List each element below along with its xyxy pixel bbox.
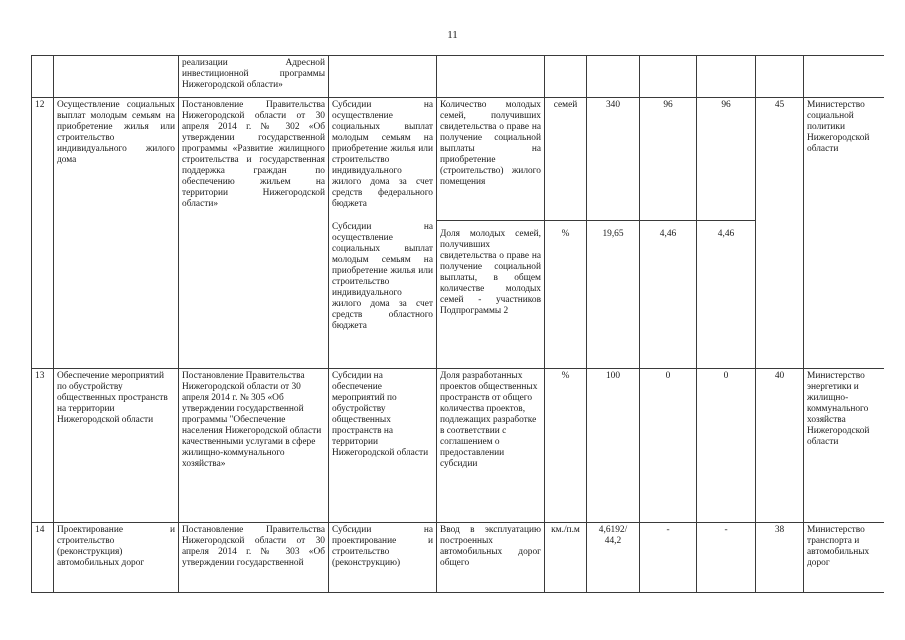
page-number: 11	[447, 29, 458, 41]
event-cell: Обеспечение мероприятий по обустройству общественных пространств на территории Нижегородской области	[54, 369, 179, 523]
value-cell: -	[697, 523, 756, 593]
indicator-cell: Доля молодых семей, получивших свидетельства о праве на получение социальной выплаты, в общем количестве молодых семей - участников Подпрограммы 2	[437, 221, 545, 369]
subsidy-cell	[329, 98, 437, 369]
indicator-cell	[437, 56, 545, 98]
row-number-cell: 14	[32, 523, 54, 593]
unit-cell: %	[545, 369, 587, 523]
value-cell	[640, 56, 697, 98]
legal-basis-cell: Постановление Правительства Нижегородской области от 30 апреля 2014 г. № 302 «Об утверждении государственной программы «Развитие жилищного строительства и государственная поддержка граждан по обеспечению жильем на территории Нижегородской области»	[179, 98, 329, 369]
unit-cell	[545, 56, 587, 98]
subsidy-cell: Субсидии на проектирование и строительство (реконструкцию)	[329, 523, 437, 593]
value-cell: 45	[756, 98, 804, 369]
table-row	[32, 523, 885, 593]
subsidy-regional-text: Субсидии на осуществление социальных выплат молодым семьям на приобретение жилья или строительство индивидуального жилого дома за счет средств областного бюджета	[332, 222, 433, 331]
value-cell: 4,6192/ 44,2	[587, 523, 640, 593]
executor-cell: Министерство транспорта и автомобильных дорог	[804, 523, 885, 593]
value-cell: 100	[587, 369, 640, 523]
subsidy-federal-text: Субсидии на осуществление социальных выплат молодым семьям на приобретение жилья или строительство индивидуального жилого дома за счет средств федерального бюджета	[332, 100, 433, 209]
indicator-cell: Доля разработанных проектов общественных пространств от общего количества проектов, подлежащих разработке в соответствии с соглашением о предоставлении субсидии	[437, 369, 545, 523]
table-row	[32, 98, 885, 221]
unit-cell: %	[545, 221, 587, 369]
value-cell: 19,65	[587, 221, 640, 369]
value-cell: 96	[640, 98, 697, 221]
unit-cell: км./п.м	[545, 523, 587, 593]
table-row	[32, 56, 885, 98]
value-cell: 0	[697, 369, 756, 523]
program-events-table	[31, 55, 884, 593]
value-cell: 40	[756, 369, 804, 523]
indicator-cell: Количество молодых семей, получивших свидетельства о праве на получение социальной выплаты на приобретение (строительство) жилого помещения	[437, 98, 545, 221]
executor-cell: Министерство социальной политики Нижегородской области	[804, 98, 885, 369]
value-cell: 38	[756, 523, 804, 593]
value-cell: 96	[697, 98, 756, 221]
value-cell: -	[640, 523, 697, 593]
event-cell	[54, 56, 179, 98]
subsidy-cell	[329, 56, 437, 98]
value-cell: 340	[587, 98, 640, 221]
legal-basis-cell: реализации Адресной инвестиционной программы Нижегородской области»	[179, 56, 329, 98]
event-cell: Проектирование и строительство (реконструкция) автомобильных дорог	[54, 523, 179, 593]
row-number-cell: 12	[32, 98, 54, 369]
legal-basis-cell: Постановление Правительства Нижегородской области от 30 апреля 2014 г. № 303 «Об утверждении государственной	[179, 523, 329, 593]
row-number-cell: 13	[32, 369, 54, 523]
indicator-cell: Ввод в эксплуатацию построенных автомобильных дорог общего	[437, 523, 545, 593]
executor-cell: Министерство энергетики и жилищно-коммунального хозяйства Нижегородской области	[804, 369, 885, 523]
value-cell: 4,46	[640, 221, 697, 369]
value-cell	[756, 56, 804, 98]
unit-cell: семей	[545, 98, 587, 221]
legal-basis-cell: Постановление Правительства Нижегородской области от 30 апреля 2014 г. № 305 «Об утверждении государственной программы "Обеспечение населения Нижегородской области качественными услугами в сфере жилищно-коммунального хозяйства»	[179, 369, 329, 523]
subsidy-cell: Субсидии на обеспечение мероприятий по обустройству общественных пространств на территории Нижегородской области	[329, 369, 437, 523]
row-number-cell	[32, 56, 54, 98]
table-row	[32, 369, 885, 523]
value-cell: 4,46	[697, 221, 756, 369]
document-table-area	[31, 55, 884, 606]
value-cell: 0	[640, 369, 697, 523]
executor-cell	[804, 56, 885, 98]
event-cell: Осуществление социальных выплат молодым семьям на приобретение жилья или строительство индивидуального жилого дома	[54, 98, 179, 369]
value-cell	[697, 56, 756, 98]
value-cell	[587, 56, 640, 98]
